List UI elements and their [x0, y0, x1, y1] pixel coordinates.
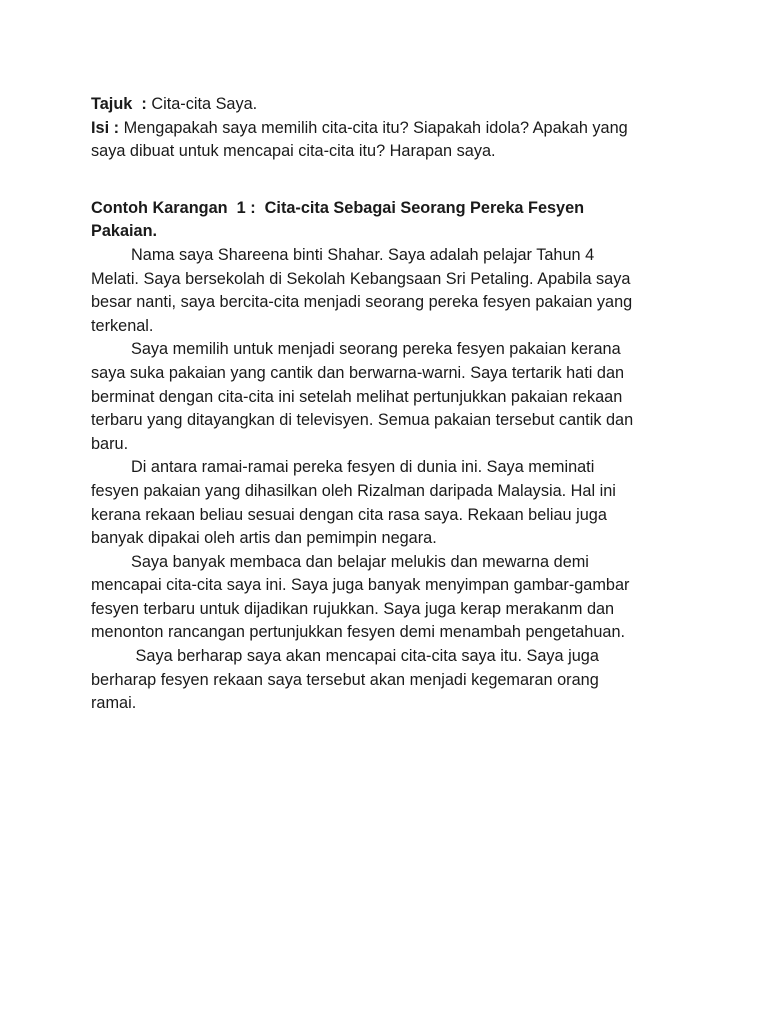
isi-label: Isi :: [91, 118, 120, 137]
paragraph-line: fesyen pakaian yang dihasilkan oleh Rizalman daripada Malaysia. Hal ini: [91, 481, 616, 500]
paragraph-line: fesyen terbaru untuk dijadikan rujukkan. Saya juga kerap merakanm dan: [91, 599, 615, 618]
tajuk-label: Tajuk :: [91, 95, 147, 113]
tajuk-value: Cita-cita Saya.: [151, 95, 258, 113]
paragraph-line: berminat dengan cita-cita ini setelah melihat pertunjukkan pakaian rekaan: [91, 387, 623, 406]
tajuk-line: [91, 93, 691, 117]
paragraph-3: [91, 456, 691, 550]
paragraph-4: [91, 551, 691, 645]
document-page: [91, 93, 691, 716]
paragraph-line: saya suka pakaian yang cantik dan berwarna-warni. Saya tertarik hati dan: [91, 363, 625, 382]
paragraph-line: banyak dipakai oleh artis dan pemimpin negara.: [91, 529, 437, 548]
paragraph-line: Di antara ramai-ramai pereka fesyen di dunia ini. Saya meminati: [131, 458, 595, 477]
paragraph-line: mencapai cita-cita saya ini. Saya juga banyak menyimpan gambar-gambar: [91, 576, 630, 595]
isi-text-1: Mengapakah saya memilih cita-cita itu? Siapakah idola? Apakah yang: [123, 118, 628, 137]
paragraph-line: Saya memilih untuk menjadi seorang pereka fesyen pakaian kerana: [131, 340, 621, 359]
isi-line-2: saya dibuat untuk mencapai cita-cita itu? Harapan saya.: [91, 142, 496, 161]
essay-title-line-2: Pakaian.: [91, 222, 158, 241]
isi-line-1: [91, 117, 691, 141]
paragraph-2: [91, 338, 691, 456]
paragraph-line: besar nanti, saya bercita-cita menjadi seorang pereka fesyen pakaian yang: [91, 293, 633, 312]
paragraph-line: terbaru yang ditayangkan di televisyen. Semua pakaian tersebut cantik dan: [91, 411, 634, 430]
section-spacer: [91, 164, 691, 197]
paragraph-line: terkenal.: [91, 316, 154, 335]
paragraph-line: Saya banyak membaca dan belajar melukis dan mewarna demi: [131, 552, 589, 571]
paragraph-line: ramai.: [91, 694, 137, 713]
paragraph-line: Saya berharap saya akan mencapai cita-cita saya itu. Saya juga: [131, 647, 599, 666]
paragraph-line: menonton rancangan pertunjukkan fesyen demi menambah pengetahuan.: [91, 623, 626, 642]
paragraph-line: baru.: [91, 434, 129, 453]
paragraph-5: [91, 645, 691, 716]
paragraph-line: berharap fesyen rekaan saya tersebut akan menjadi kegemaran orang: [91, 670, 599, 689]
paragraph-line: kerana rekaan beliau sesuai dengan cita rasa saya. Rekaan beliau juga: [91, 505, 607, 524]
paragraph-1: [91, 244, 691, 338]
essay-title-line-1: Contoh Karangan 1 : Cita-cita Sebagai Seorang Pereka Fesyen: [91, 198, 585, 217]
paragraph-line: Nama saya Shareena binti Shahar. Saya adalah pelajar Tahun 4: [131, 245, 595, 264]
paragraph-line: Melati. Saya bersekolah di Sekolah Kebangsaan Sri Petaling. Apabila saya: [91, 269, 631, 288]
